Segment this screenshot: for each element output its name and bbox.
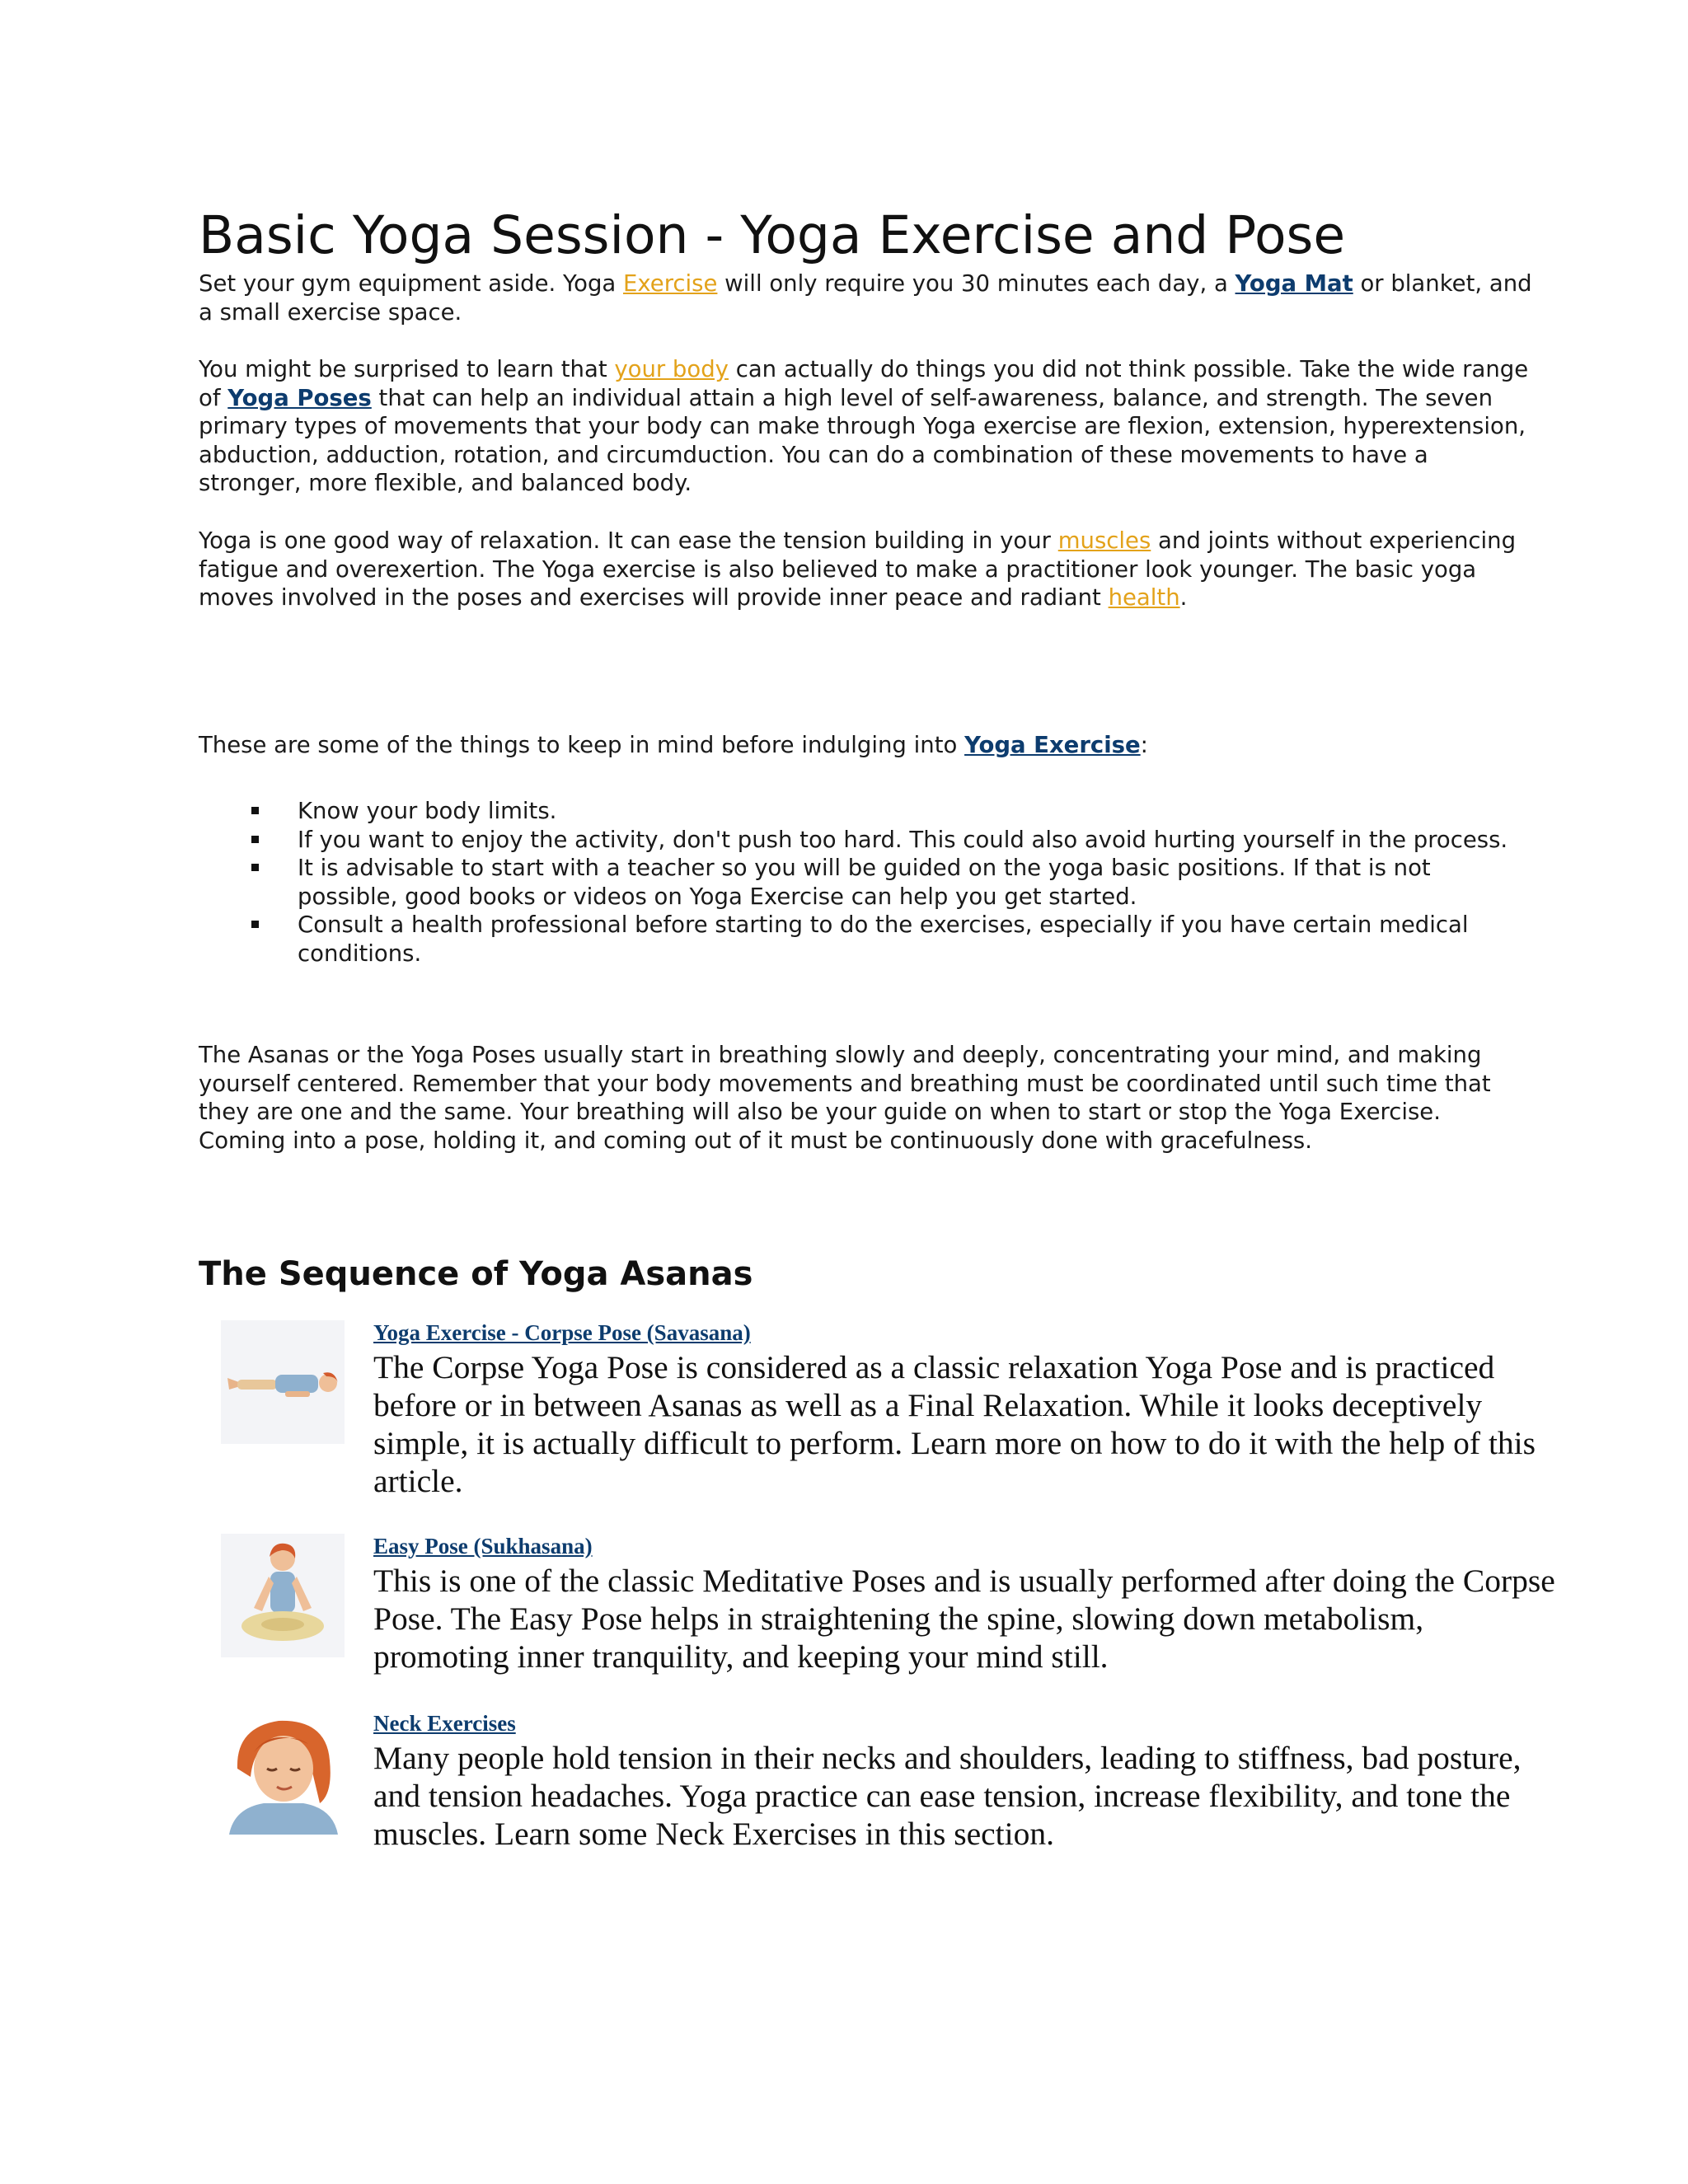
list-item	[199, 826, 1534, 855]
text-span: will only require you 30 minutes each day, a	[717, 270, 1236, 297]
corpse-pose-link[interactable]: Yoga Exercise - Corpse Pose (Savasana)	[373, 1320, 751, 1345]
text-span: Set your gym equipment aside. Yoga	[199, 270, 623, 297]
neck-exercises-description: Many people hold tension in their necks and shoulders, leading to stiffness, bad posture, and tension headaches. Yoga practice can ease tension, increase flexibility, and tone the muscles. Learn some Neck Exercises in this section.	[373, 1740, 1522, 1852]
muscles-link[interactable]: muscles	[1057, 527, 1151, 554]
list-item	[199, 854, 1534, 911]
tips-list	[199, 797, 1534, 968]
bullet-icon	[251, 807, 259, 814]
bullet-icon	[251, 921, 259, 928]
neck-exercises-illustration-icon	[221, 1711, 345, 1835]
text-span: You might be surprised to learn that	[199, 356, 615, 382]
text-span: Yoga is one good way of relaxation. It can ease the tension building in your	[199, 527, 1058, 554]
text-span: that can help an individual attain a high level of self-awareness, balance, and strength. The seven primary types of movements that your body can make through Yoga exercise are flexion, extension, hyperextension, abduction, adduction, rotation, and circumduction. You can do a combination of these movements to have a stronger, more flexible, and balanced body.	[199, 384, 1526, 496]
your-body-link[interactable]: your body	[614, 356, 729, 382]
text-span: .	[1179, 584, 1188, 611]
easy-pose-illustration-icon	[221, 1534, 345, 1657]
exercise-link[interactable]: Exercise	[623, 270, 718, 297]
easy-pose-image[interactable]	[221, 1534, 345, 1657]
yoga-exercise-link[interactable]: Yoga Exercise	[964, 732, 1141, 758]
list-item-text: If you want to enjoy the activity, don't push too hard. This could also avoid hurting yourself in the process.	[298, 826, 1508, 853]
easy-pose-description: This is one of the classic Meditative Poses and is usually performed after doing the Corpse Pose. The Easy Pose helps in straightening the spine, slowing down metabolism, promoting inner tranquility, and keeping your mind still.	[373, 1563, 1555, 1675]
bullet-icon	[251, 864, 259, 871]
corpse-pose-description: The Corpse Yoga Pose is considered as a classic relaxation Yoga Pose and is practiced before or in between Asanas as well as a Final Relaxation. While it looks deceptively simple, it is actually difficult to perform. Learn more on how to do it with the help of this article.	[373, 1349, 1536, 1499]
easy-pose-link[interactable]: Easy Pose (Sukhasana)	[373, 1534, 593, 1558]
list-item	[199, 911, 1534, 968]
corpse-pose-illustration-icon	[221, 1320, 345, 1444]
list-item-text: Know your body limits.	[298, 798, 557, 824]
body-paragraph	[199, 355, 1534, 498]
list-item-text: It is advisable to start with a teacher so you will be guided on the yoga basic positions. If that is not possible, good books or videos on Yoga Exercise can help you get started.	[298, 855, 1431, 910]
text-span: These are some of the things to keep in mind before indulging into	[199, 732, 965, 758]
yoga-mat-link[interactable]: Yoga Mat	[1235, 270, 1353, 297]
text-span: :	[1140, 732, 1148, 758]
section-heading: The Sequence of Yoga Asanas	[199, 1255, 753, 1293]
text-span: or blanket, and a small exercise space.	[199, 270, 1532, 326]
intro-paragraph	[199, 269, 1534, 326]
health-link[interactable]: health	[1108, 584, 1180, 611]
neck-exercises-image[interactable]	[221, 1711, 345, 1835]
list-item-text: Consult a health professional before starting to do the exercises, especially if you have certain medical conditions.	[298, 912, 1469, 967]
list-item	[199, 797, 1534, 826]
relaxation-paragraph	[199, 527, 1534, 612]
corpse-pose-image[interactable]	[221, 1320, 345, 1444]
neck-exercises-link[interactable]: Neck Exercises	[373, 1711, 516, 1736]
page-title: Basic Yoga Session - Yoga Exercise and Pose	[199, 205, 1346, 265]
asanas-paragraph: The Asanas or the Yoga Poses usually start in breathing slowly and deeply, concentrating your mind, and making yourself centered. Remember that your body movements and breathing must be coordinated until such time that they are one and the same. Your breathing will also be your guide on when to start or stop the Yoga Exercise. Coming into a pose, holding it, and coming out of it must be continuously done with gracefulness.	[199, 1042, 1491, 1154]
yoga-poses-link[interactable]: Yoga Poses	[227, 384, 372, 411]
text-span: can actually do things you did not think possible. Take the wide range of	[199, 356, 1529, 411]
text-span: and joints without experiencing fatigue and overexertion. The Yoga exercise is also believed to make a practitioner look younger. The basic yoga moves involved in the poses and exercises will provide inner peace and radiant	[199, 527, 1517, 611]
bullet-icon	[251, 836, 259, 843]
keep-in-mind-paragraph	[199, 731, 1534, 760]
